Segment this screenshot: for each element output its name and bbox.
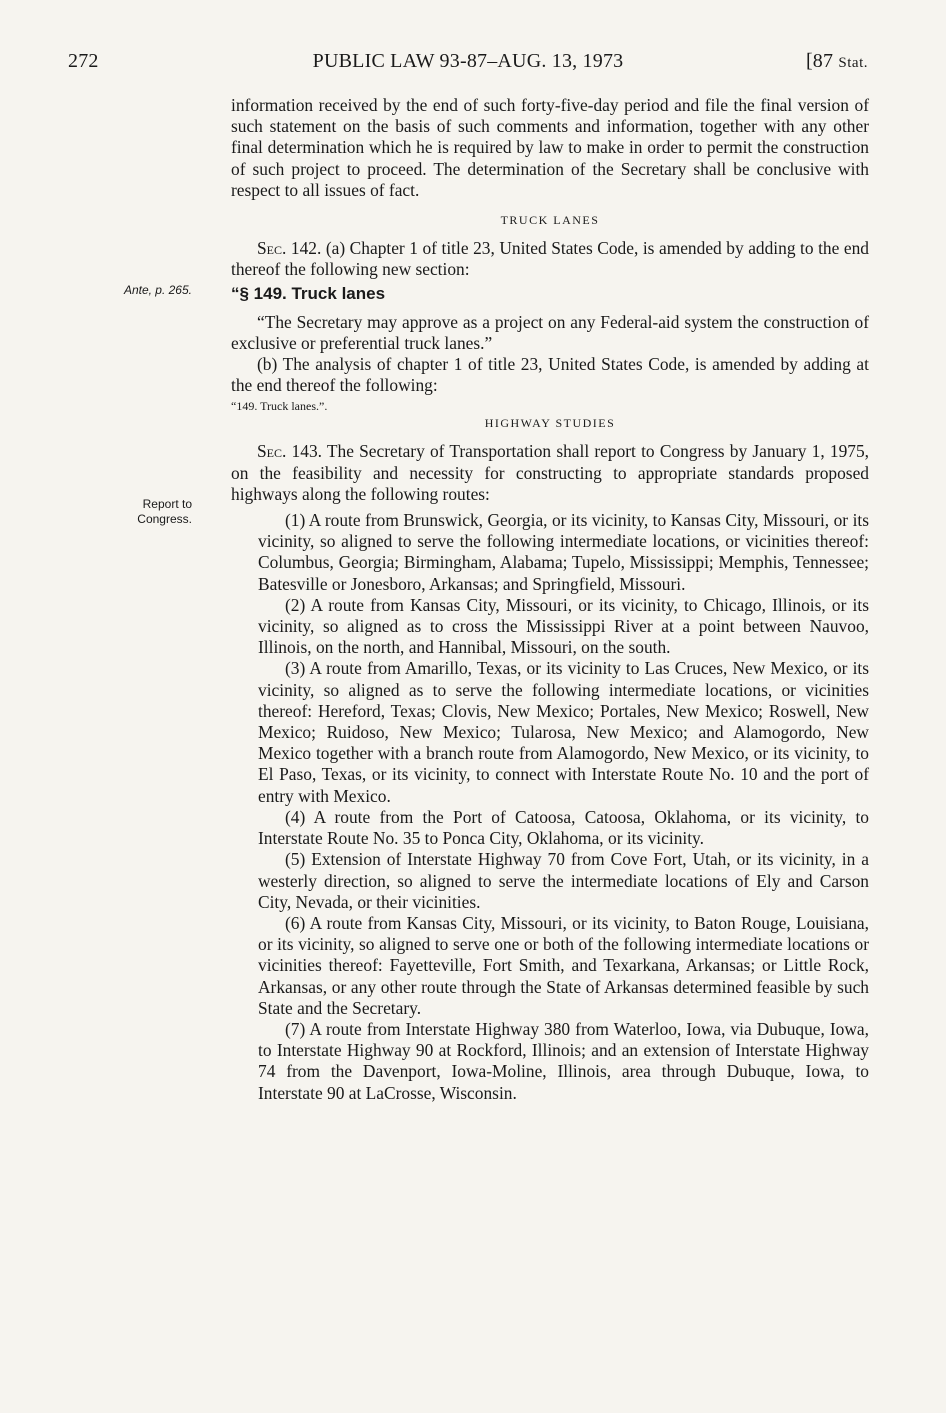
page-number: 272 (68, 50, 99, 72)
analysis-entry: “149. Truck lanes.”. (231, 399, 328, 414)
section-143-text: 143. The Secretary of Transportation shall report to Congress by January 1, 1975, on the feasibility and necessity for constructing to appropriate standards proposed highways along the following routes: (231, 441, 869, 504)
margin-note-report-line1: Report to (142, 497, 192, 511)
route-item-7: (7) A route from Interstate Highway 380 from Waterloo, Iowa, via Dubuque, Iowa, to Interstate Highway 90 at Rockford, Illinois; and an extension of Interstate Highway 74 from the Davenport, Iowa-Moline, Illinois, area through Dubuque, Iowa, to Interstate 90 at LaCrosse, Wisconsin. (258, 1018, 869, 1103)
margin-note-report-line2: Congress. (137, 512, 192, 526)
caption-highway-studies: HIGHWAY STUDIES (484, 416, 616, 431)
route-item-6: (6) A route from Kansas City, Missouri, or its vicinity, to Baton Rouge, Louisiana, or its vicinity, so aligned to serve one or both of the following intermediate locations or vicinities thereof: Fayetteville, Fort Smith, and Texarkana, Arkansas; or Little Rock, Arkansas, or any other route through the State of Arkansas determined feasible by such State and the Secretary. (258, 912, 869, 1018)
subsection-b: (b) The analysis of chapter 1 of title 23, United States Code, is amended by adding at the end thereof the following: (231, 354, 869, 396)
section-142 (231, 238, 869, 280)
section-143-label: Sec. (257, 441, 287, 462)
stat-bracket: [87 (805, 50, 839, 72)
running-head: PUBLIC LAW 93-87–AUG. 13, 1973 (312, 50, 624, 72)
stat-abbrev: Stat. (838, 55, 868, 71)
route-item-4: (4) A route from the Port of Catoosa, Catoosa, Oklahoma, or its vicinity, to Interstate Route No. 35 to Ponca City, Oklahoma, or its vicinity. (258, 806, 869, 849)
section-149-text: “The Secretary may approve as a project on any Federal-aid system the construction of exclusive or preferential truck lanes.” (231, 311, 869, 353)
section-143 (231, 441, 869, 505)
body-text (231, 95, 869, 1104)
route-item-2: (2) A route from Kansas City, Missouri, or its vicinity, to Chicago, Illinois, or its vicinity, so aligned as to cross the Mississippi River at a point between Nauvoo, Illinois, on the north, and Hannibal, Missouri, on the south. (258, 594, 869, 658)
margin-note-report (52, 497, 192, 527)
margin-note-ante: Ante, p. 265. (123, 283, 192, 297)
section-149-title: “§ 149. Truck lanes (231, 284, 386, 304)
section-142-text: 142. (a) Chapter 1 of title 23, United States Code, is amended by adding to the end thereof the following new section: (231, 238, 869, 280)
route-item-3: (3) A route from Amarillo, Texas, or its vicinity to Las Cruces, New Mexico, or its vicinity, so aligned as to serve the following intermediate locations, or vicinities thereof: Hereford, Texas; Clovis, New Mexico; Portales, New Mexico; Roswell, New Mexico; Ruidoso, New Mexico; Tularosa, New Mexico; and Alamogordo, New Mexico together with a branch route from Alamogordo, New Mexico, or its vicinity, to El Paso, Texas, or its vicinity, to connect with Interstate Route No. 10 and the port of entry with Mexico. (258, 658, 869, 806)
intro-paragraph: information received by the end of such forty-five-day period and file the final version of such statement on the basis of such comments and information, together with any other final determination which he is required by law to make in order to permit the construction of such project to proceed. The determination of the Secretary shall be conclusive with respect to all issues of fact. (231, 95, 869, 200)
caption-truck-lanes: TRUCK LANES (500, 213, 600, 228)
section-142-label: Sec. (257, 238, 287, 259)
route-item-5: (5) Extension of Interstate Highway 70 from Cove Fort, Utah, or its vicinity, in a westerly direction, so aligned to serve the intermediate locations of Ely and Carson City, Nevada, or their vicinities. (258, 849, 869, 912)
page-header (68, 50, 868, 80)
statute-reference (806, 50, 868, 73)
route-item-1: (1) A route from Brunswick, Georgia, or its vicinity, to Kansas City, Missouri, or its vicinity, so aligned to serve the following intermediate locations, or vicinities thereof: Columbus, Georgia; Birmingham, Alabama; Tupelo, Mississippi; Memphis, Tennessee; Batesville or Jonesboro, Arkansas; and Springfield, Missouri. (258, 510, 869, 594)
